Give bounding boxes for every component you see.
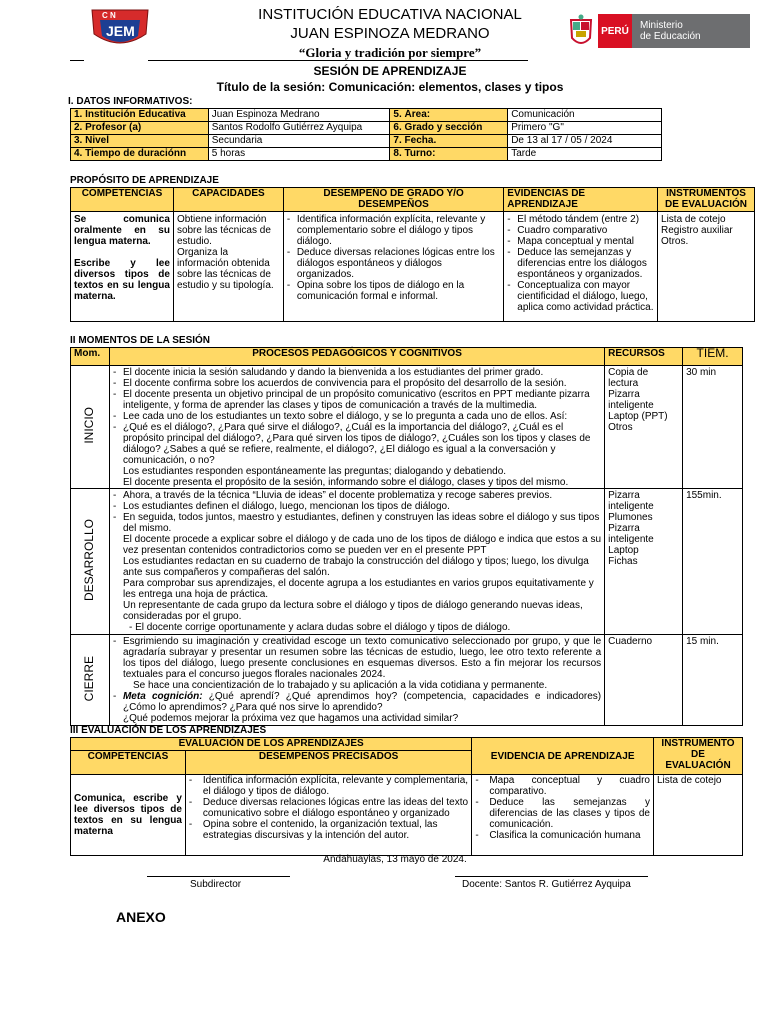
eval-desempeno-item: - Identifica información explícita, relevante y complementaria, el diálogo y tipos de diálogo. <box>189 775 468 797</box>
proceso-item: El docente procede a explicar sobre el diálogo y de cada uno de los tipos de diálogo e indica que estos a su vez presentan contenidos contradictorios como se pueden ver en el presente PPT <box>122 534 602 556</box>
recurso-item: Fichas <box>608 556 638 567</box>
datos-label: 6. Grado y sección <box>390 122 508 135</box>
momentos-heading: II MOMENTOS DE LA SESIÓN <box>70 335 211 346</box>
evidencia-item: - El método tándem (entre 2) <box>507 214 654 225</box>
col-header-competencias-eval: COMPETENCIAS <box>71 751 186 775</box>
proceso-item: - Ahora, a través de la técnica “Lluvia de ideas” el docente problematiza y recoge saberes previos. <box>113 490 601 501</box>
evidencias-cell <box>504 212 658 322</box>
datos-value: Primero "G" <box>508 122 662 135</box>
proposito-header-row <box>71 188 755 212</box>
datos-heading: I. DATOS INFORMATIVOS: <box>68 96 193 107</box>
procesos-cell <box>109 489 604 635</box>
recurso-item: Pizarra inteligente <box>608 523 654 545</box>
proceso-item: Los estudiantes responden espontáneamente las preguntas; dialogando y debatiendo. <box>122 466 507 477</box>
signature-docente: Docente: Santos R. Gutiérrez Ayquipa <box>462 879 631 890</box>
datos-row <box>71 109 662 122</box>
col-header-procesos: PROCESOS PEDAGÓGICOS Y COGNITIVOS <box>109 348 604 366</box>
meta-text: ¿Qué aprendí? ¿Qué aprendimos hoy? (competencia, capacidades e indicadores) ¿Cómo lo aprendimos? ¿Para qué nos sirve lo aprendido? <box>122 691 602 713</box>
eval-desempenos-cell <box>185 775 471 856</box>
eval-evidencias-cell <box>472 775 654 856</box>
capacidad-item: Obtiene información sobre las técnicas de estudio. <box>176 214 271 247</box>
eval-desempeno-item: - Deduce diversas relaciones lógicas entre las ideas del texto comunicativo sobre el diálogo espontáneo y organizado <box>189 797 468 819</box>
competencia-item: Escribe y lee diversos tipos de textos en su lengua materna. <box>74 258 170 302</box>
metacognicion-item <box>113 691 601 713</box>
proceso-item: - Los estudiantes definen el diálogo, luego, mencionan los tipos de diálogo. <box>113 501 601 512</box>
recurso-item: Pizarra inteligente <box>608 389 654 411</box>
logo-small-text: C N <box>102 11 116 20</box>
col-header-recursos: RECURSOS <box>605 348 683 366</box>
evidencia-item: - Conceptualiza con mayor cientificidad el diálogo, luego, aplica como actividad práctica. <box>507 280 654 313</box>
recurso-item: Copia de lectura <box>608 367 649 389</box>
momento-row-inicio <box>71 366 743 489</box>
datos-row <box>71 148 662 161</box>
evidencia-item: - Deduce las semejanzas y diferencias entre los diálogos espontáneos y organizados. <box>507 247 654 280</box>
momento-label: INICIO <box>82 407 97 444</box>
instrumento-item: Registro auxiliar <box>661 225 733 236</box>
eval-evidencia-item: - Clasifica la comunicación humana <box>475 830 650 841</box>
momento-label: DESARROLLO <box>82 518 97 602</box>
proceso-item: Los estudiantes redactan en su cuaderno de trabajo la construcción del diálogo y tipos; luego, los divulga ante sus compañeros y compañeras del salón. <box>122 556 589 578</box>
session-title: Título de la sesión: Comunicación: elementos, clases y tipos <box>216 80 564 94</box>
datos-label: 2. Profesor (a) <box>71 122 209 135</box>
recurso-item: Laptop <box>608 545 639 556</box>
evidencia-item: - Mapa conceptual y mental <box>507 236 654 247</box>
proceso-item: - El docente inicia la sesión saludando y dando la bienvenida a los estudiantes del primer grado. <box>113 367 601 378</box>
eval-evidencia-item: - Mapa conceptual y cuadro comparativo. <box>475 775 650 797</box>
eval-instrumento-cell: Lista de cotejo <box>654 775 743 856</box>
proceso-item: - El docente confirma sobre los acuerdos de convivencia para el propósito del desarrollo de la sesión. <box>113 378 601 389</box>
proceso-item: El docente presenta el propósito de la sesión, informando sobre el diálogo, clases y tipos del mismo. <box>122 477 569 488</box>
datos-value: Tarde <box>508 148 662 161</box>
ministry-logo <box>568 14 750 48</box>
col-header-instrumentos: INSTRUMENTOS DE EVALUACIÓN <box>658 188 755 212</box>
datos-label: 8. Turno: <box>390 148 508 161</box>
desempeno-item: - Deduce diversas relaciones lógicas entre los diálogos espontáneos y diálogos organizados. <box>287 247 500 280</box>
momento-label-cell <box>71 489 110 635</box>
col-header-desempenos-eval: DESEMPEÑOS PRECISADOS <box>185 751 471 775</box>
momento-label-cell <box>71 635 110 726</box>
recurso-item: Plumones <box>608 512 653 523</box>
proceso-item: - Esgrimiendo su imaginación y creatividad escoge un texto comunicativo seleccionado por grupo, y que le agradaría subrayar y presentar un resumen sobre las técnicas de estudio, luego, lee otro texto referente a los tipos del diálogo, luego presente conclusiones en esquemas diversos. Esto a fin mejorar los recursos textuales para el concurso juegos florales nacionales 2024. <box>113 636 601 680</box>
datos-value: Comunicación <box>508 109 662 122</box>
tiempo-cell: 30 min <box>683 366 743 489</box>
signature-line-right <box>455 876 648 877</box>
datos-label: 5. Área: <box>390 109 508 122</box>
col-header-evidencias: EVIDENCIAS DE APRENDIZAJE <box>504 188 658 212</box>
datos-label: 1. Institución Educativa <box>71 109 209 122</box>
proposito-row <box>71 212 755 322</box>
datos-value: Santos Rodolfo Gutiérrez Ayquipa <box>208 122 390 135</box>
col-header-instrumento: INSTRUMENTO DE EVALUACIÓN <box>654 738 743 775</box>
datos-value: Secundaria <box>208 135 390 148</box>
datos-value: Juan Espinoza Medrano <box>208 109 390 122</box>
evaluacion-table <box>70 737 743 856</box>
tiempo-cell: 15 min. <box>683 635 743 726</box>
capacidad-item: Organiza la información obtenida sobre las técnicas de estudio y su tipología. <box>176 247 274 291</box>
proposito-table <box>70 187 755 322</box>
col-header-desempenos: DESEMPEÑO DE GRADO Y/O DESEMPEÑOS <box>283 188 503 212</box>
eval-competencia-cell: Comunica, escribe y lee diversos tipos de textos en su lengua materna <box>71 775 186 856</box>
proceso-item: - Lee cada uno de los estudiantes un texto sobre el diálogo, y se lo pregunta a cada uno de ellos. Así: <box>113 411 601 422</box>
momentos-table <box>70 347 743 726</box>
peru-badge: PERÚ <box>598 14 632 48</box>
col-header-competencias: COMPETENCIAS <box>71 188 174 212</box>
instrumento-item: Lista de cotejo <box>661 214 726 225</box>
col-header-tiempo: TIEM. <box>683 348 743 366</box>
evaluacion-heading: III EVALUACIÓN DE LOS APRENDIZAJES <box>70 725 267 736</box>
proposito-heading: PROPÓSITO DE APRENDIZAJE <box>70 175 219 186</box>
session-label: SESIÓN DE APRENDIZAJE <box>313 64 467 78</box>
ministry-line-2: de Educación <box>640 31 701 42</box>
proceso-item: Un representante de cada grupo da lectura sobre el diálogo y tipos de diálogo generando nuevas ideas, consideradas por el grupo. <box>122 600 583 622</box>
momentos-header-row <box>71 348 743 366</box>
instrumento-item: Otros. <box>661 236 689 247</box>
recursos-cell <box>605 635 683 726</box>
evidencia-item: - Cuadro comparativo <box>507 225 654 236</box>
momento-row-cierre <box>71 635 743 726</box>
recurso-item: Otros <box>608 422 633 433</box>
col-header-capacidades: CAPACIDADES <box>173 188 283 212</box>
ministry-line-1: Ministerio <box>640 20 683 31</box>
datos-label: 3. Nivel <box>71 135 209 148</box>
header-rule-left <box>70 60 84 61</box>
recursos-cell <box>605 366 683 489</box>
ministry-badge <box>632 14 750 48</box>
proceso-item: Para comprobar sus aprendizajes, el docente agrupa a los estudiantes en varios grupos equitativamente y les entrega una hoja de práctica. <box>122 578 594 600</box>
procesos-cell <box>109 635 604 726</box>
procesos-cell <box>109 366 604 489</box>
datos-row <box>71 122 662 135</box>
tiempo-cell: 155min. <box>683 489 743 635</box>
place-date: Andahuaylas, 13 mayo de 2024. <box>323 854 467 865</box>
eval-desempeno-item: - Opina sobre el contenido, la organización textual, las estrategias discursivas y la intención del autor. <box>189 819 468 841</box>
capacidades-cell <box>173 212 283 322</box>
proceso-item: ¿Qué podemos mejorar la próxima vez que hagamos una actividad similar? <box>122 713 459 724</box>
datos-row <box>71 135 662 148</box>
school-name-line2: JUAN ESPINOZA MEDRANO <box>290 25 490 42</box>
evaluacion-row <box>71 775 743 856</box>
instrumentos-cell <box>658 212 755 322</box>
meta-label: Meta cognición: <box>122 691 203 702</box>
proceso-item: - El docente corrige oportunamente y aclara dudas sobre el diálogo y tipos de diálogo. <box>128 622 511 633</box>
recurso-item: Cuaderno <box>608 636 653 647</box>
anexo-title: ANEXO <box>116 909 166 925</box>
school-logo <box>88 8 152 50</box>
group-header-evaluacion: EVALUACIÓN DE LOS APRENDIZAJES <box>71 738 472 751</box>
datos-label: 4. Tiempo de duraciónn <box>71 148 209 161</box>
momento-label-cell <box>71 366 110 489</box>
signature-line-left <box>147 876 290 877</box>
eval-evidencia-item: - Deduce las semejanzas y diferencias de las clases y tipos de comunicación. <box>475 797 650 830</box>
school-name-line1: INSTITUCIÓN EDUCATIVA NACIONAL <box>258 6 522 23</box>
col-header-mom: Mom. <box>71 348 110 366</box>
proceso-item: - El docente presenta un objetivo principal de un propósito comunicativo (escritos en PPT mediante pizarra inteligente, y forma de aprender las clases y tipos de comunicación a través de la multimedia. <box>113 389 601 411</box>
competencias-cell <box>71 212 174 322</box>
proceso-item: Se hace una concientización de lo trabajado y su aplicación a la vida cotidiana y permanente. <box>132 680 548 691</box>
col-header-evidencia: EVIDENCIA DE APRENDIZAJE <box>472 738 654 775</box>
recurso-item: Laptop (PPT) <box>608 411 668 422</box>
desempeno-item: - Identifica información explícita, relevante y complementario sobre el diálogo y tipos diálogo. <box>287 214 500 247</box>
datos-value: De 13 al 17 / 05 / 2024 <box>508 135 662 148</box>
desempeno-item: - Opina sobre los tipos de diálogo en la comunicación formal e informal. <box>287 280 500 302</box>
datos-label: 7. Fecha. <box>390 135 508 148</box>
school-motto: “Gloria y tradición por siempre” <box>298 45 482 60</box>
recursos-cell <box>605 489 683 635</box>
recurso-item: Pizarra inteligente <box>608 490 654 512</box>
competencia-item: Se comunica oralmente en su lengua materna. <box>74 214 170 247</box>
signature-subdirector: Subdirector <box>190 879 242 890</box>
datos-table <box>70 108 662 161</box>
evaluacion-group-row <box>71 738 743 751</box>
desempenos-cell <box>283 212 503 322</box>
datos-value: 5 horas <box>208 148 390 161</box>
proceso-item: - ¿Qué es el diálogo?, ¿Para qué sirve el diálogo?, ¿Cuál es la importancia del diálogo?, ¿Cuál es el propósito principal del diálogo?, ¿Para qué sirven los tipos de diálogo?, ¿Cuáles son los tipos y clases de diálogo? ¿Sabes a qué se refiere, realmente, el diálogo?, ¿El diálogo es igual a la conversación y comunicación, o no? <box>113 422 601 466</box>
momento-row-desarrollo <box>71 489 743 635</box>
proceso-item: - En seguida, todos juntos, maestro y estudiantes, definen y construyen las ideas sobre el diálogo y sus tipos del mismo. <box>113 512 601 534</box>
momento-label: CIERRE <box>82 655 97 702</box>
logo-text: JEM <box>106 23 135 39</box>
